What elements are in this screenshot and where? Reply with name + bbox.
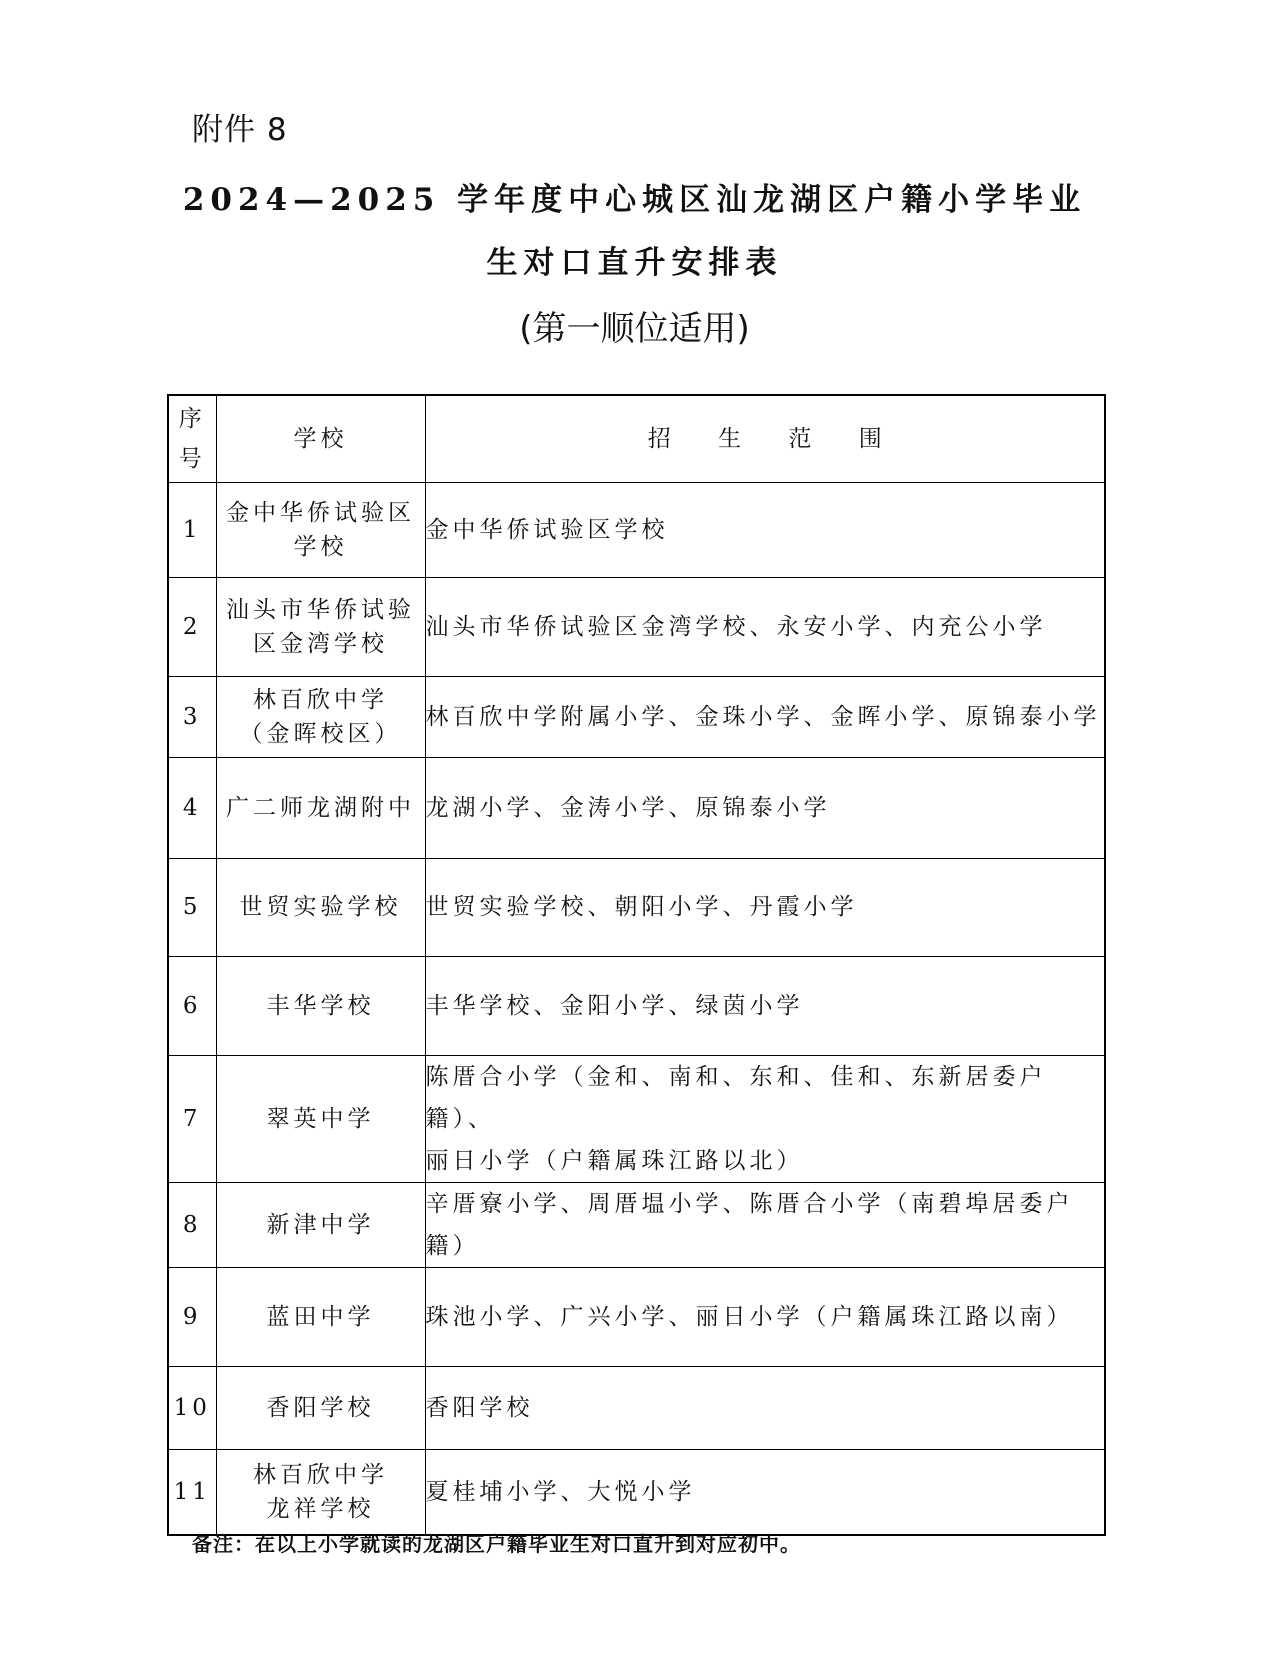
row-school bbox=[216, 1267, 425, 1366]
school-line: 林百欣中学 bbox=[253, 1461, 388, 1488]
row-no: 1 bbox=[168, 482, 216, 577]
footnote: 备注：在以上小学就读的龙湖区户籍毕业生对口直升到对应初中。 bbox=[192, 1532, 801, 1556]
table-row bbox=[168, 757, 1105, 858]
table-row bbox=[168, 1267, 1105, 1366]
row-range bbox=[425, 676, 1105, 757]
range-line: 世贸实验学校、朝阳小学、丹霞小学 bbox=[425, 894, 858, 920]
row-school bbox=[216, 858, 425, 956]
row-range bbox=[425, 1182, 1105, 1267]
row-school bbox=[216, 1055, 425, 1182]
row-no: 10 bbox=[168, 1366, 216, 1449]
header-school: 学校 bbox=[216, 395, 425, 482]
row-no: 8 bbox=[168, 1182, 216, 1267]
school-line: 广二师龙湖附中 bbox=[226, 794, 415, 821]
row-range bbox=[425, 757, 1105, 858]
row-range bbox=[425, 858, 1105, 956]
document-title-line-2: 生对口直升安排表 bbox=[486, 245, 783, 281]
document-title-line-1: 2024—2025 学年度中心城区汕龙湖区户籍小学毕业 bbox=[182, 182, 1087, 218]
table-header-row bbox=[168, 395, 1105, 482]
table-row bbox=[168, 482, 1105, 577]
school-line: 世贸实验学校 bbox=[239, 894, 402, 920]
row-school bbox=[216, 956, 425, 1055]
range-line: 汕头市华侨试验区金湾学校、永安小学、内充公小学 bbox=[425, 613, 1047, 640]
table-row bbox=[168, 956, 1105, 1055]
school-line: 香阳学校 bbox=[266, 1394, 375, 1421]
school-line: 新津中学 bbox=[266, 1211, 375, 1238]
table-row bbox=[168, 577, 1105, 676]
range-line: 丰华学校、金阳小学、绿茵小学 bbox=[425, 992, 804, 1019]
row-range bbox=[425, 1449, 1105, 1535]
table-row bbox=[168, 1055, 1105, 1182]
range-line: 金中华侨试验区学校 bbox=[425, 516, 669, 543]
row-range bbox=[425, 956, 1105, 1055]
school-line: （金晖校区） bbox=[239, 720, 402, 747]
row-range bbox=[425, 482, 1105, 577]
attachment-label: 附件 8 bbox=[192, 112, 288, 148]
school-line: 丰华学校 bbox=[266, 992, 375, 1019]
school-line: 汕头市华侨试验 bbox=[226, 596, 415, 623]
school-line: 学校 bbox=[293, 533, 348, 560]
range-line: 丽日小学（户籍属珠江路以北） bbox=[425, 1147, 804, 1174]
school-line: 龙祥学校 bbox=[266, 1495, 375, 1522]
row-range bbox=[425, 1055, 1105, 1182]
table-row bbox=[168, 1449, 1105, 1535]
row-range bbox=[425, 1366, 1105, 1449]
row-school bbox=[216, 577, 425, 676]
row-school bbox=[216, 482, 425, 577]
row-no: 2 bbox=[168, 577, 216, 676]
school-line: 翠英中学 bbox=[266, 1105, 375, 1132]
header-range: 招 生 范 围 bbox=[425, 395, 1105, 482]
range-line: 夏桂埔小学、大悦小学 bbox=[425, 1478, 696, 1505]
row-no: 4 bbox=[168, 757, 216, 858]
school-line: 林百欣中学 bbox=[253, 686, 388, 713]
school-line: 区金湾学校 bbox=[253, 630, 388, 657]
school-line: 蓝田中学 bbox=[266, 1303, 375, 1330]
range-line: 林百欣中学附属小学、金珠小学、金晖小学、原锦泰小学 bbox=[425, 703, 1101, 730]
table-row bbox=[168, 1182, 1105, 1267]
enrollment-table bbox=[167, 394, 1106, 1536]
range-line: 辛厝寮小学、周厝塭小学、陈厝合小学（南碧埠居委户籍） bbox=[425, 1190, 1074, 1259]
school-line: 金中华侨试验区 bbox=[226, 499, 415, 526]
row-no: 7 bbox=[168, 1055, 216, 1182]
row-school bbox=[216, 1449, 425, 1535]
row-no: 5 bbox=[168, 858, 216, 956]
range-line: 香阳学校 bbox=[425, 1394, 534, 1421]
row-range bbox=[425, 577, 1105, 676]
row-no: 6 bbox=[168, 956, 216, 1055]
row-school bbox=[216, 757, 425, 858]
range-line: 龙湖小学、金涛小学、原锦泰小学 bbox=[425, 794, 831, 821]
table-row bbox=[168, 858, 1105, 956]
document-subtitle: (第一顺位适用) bbox=[519, 309, 750, 349]
row-school bbox=[216, 1366, 425, 1449]
table-row bbox=[168, 1366, 1105, 1449]
row-no: 9 bbox=[168, 1267, 216, 1366]
range-line: 珠池小学、广兴小学、丽日小学（户籍属珠江路以南） bbox=[425, 1303, 1074, 1330]
row-range bbox=[425, 1267, 1105, 1366]
row-no: 11 bbox=[168, 1449, 216, 1535]
range-line: 陈厝合小学（金和、南和、东和、佳和、东新居委户籍）、 bbox=[425, 1063, 1047, 1132]
header-no: 序号 bbox=[168, 395, 216, 482]
row-no: 3 bbox=[168, 676, 216, 757]
row-school bbox=[216, 676, 425, 757]
row-school bbox=[216, 1182, 425, 1267]
table-row bbox=[168, 676, 1105, 757]
